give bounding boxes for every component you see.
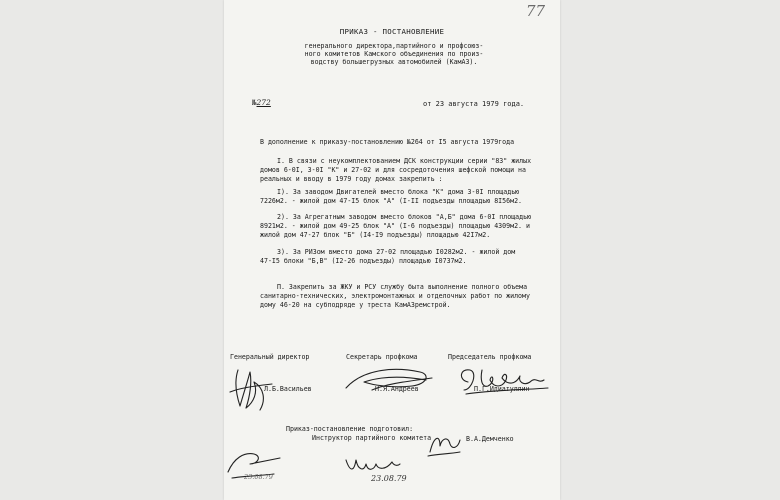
- order-number: [252, 99, 271, 107]
- number-value: 272: [256, 98, 271, 107]
- item2-line-1: 2). За Агрегатным заводом вместо блоков "А,Б" дома 6-0I площадью: [277, 213, 532, 221]
- item3-line-1: 3). За РИЗом вместо дома 27-02 площадью I0282м2. - жилой дом: [277, 248, 516, 256]
- subtitle-line-1: генерального директора,партийного и профсоюз-: [304, 42, 484, 50]
- signature-role-1: Генеральный директор: [230, 353, 310, 361]
- preparer-name: В.А.Демченко: [466, 435, 514, 443]
- prepared-label: Приказ-постановление подготовил:: [286, 425, 414, 433]
- signature-andreev: [342, 360, 438, 400]
- signature-idiatullin: [452, 360, 552, 400]
- page-number: 77: [526, 2, 546, 20]
- signature-vasiliev: [224, 362, 284, 414]
- paragraph1-line-3: реальных и вводу в 1979 году домах закрепить :: [260, 175, 443, 183]
- item3-line-2: 47-I5 блоки "Б,В" (I2-26 подъезды) площадью I0737м2.: [260, 257, 467, 265]
- intro-text: В дополнение к приказу-постановлению №264 от I5 августа 1979года: [260, 138, 515, 146]
- signature-name-1: Л.Б.Васильев: [264, 385, 312, 393]
- signature-role-2: Секретарь профкома: [346, 353, 418, 361]
- paragraph2-line-1: П. Закрепить за ЖКУ и РСУ службу быта выполнение полного объема: [277, 283, 528, 291]
- handwritten-date-left: 23.08.79: [244, 473, 273, 481]
- document-title: ПРИКАЗ - ПОСТАНОВЛЕНИЕ: [339, 27, 445, 36]
- paragraph2-line-2: санитарно-технических, электромонтажных и отделочных работ по жилому: [260, 292, 530, 300]
- subtitle-line-3: водству большегрузных автомобилей (КамАЗ).: [310, 58, 478, 66]
- item1-line-2: 7226м2. - жилой дом 47-I5 блок "А" (I-II подъезды площадью 8I56м2.: [260, 197, 523, 205]
- signature-demchenko: [424, 430, 464, 460]
- item2-line-3: жилой дом 47-27 блок "Б" (I4-I9 подъезды) площадью 42I7м2.: [260, 231, 491, 239]
- paragraph1-line-2: домов 6-0I, 3-0I "К" и 27-02 и для сосредоточения шефской помощи на: [260, 166, 526, 174]
- signature-name-3: П.Г.Идиатуллин: [474, 385, 530, 393]
- preparer-role: Инструктор партийного комитета: [312, 434, 432, 442]
- paragraph1-line-1: I. В связи с неукомплектованием ДСК конструкции серии "83" жилых: [277, 157, 532, 165]
- signature-name-2: Н.Я.Андреев: [375, 385, 419, 393]
- signature-role-3: Председатель профкома: [448, 353, 532, 361]
- handwritten-date-right: 23.08.79: [371, 474, 407, 483]
- document-page: [224, 0, 560, 500]
- item1-line-1: I). За заводом Двигателей вместо блока "К" дома 3-0I площадью: [277, 188, 520, 196]
- paragraph2-line-3: дому 46-20 на субподряде у треста КамАЗремстрой.: [260, 301, 451, 309]
- order-date: от 23 августа 1979 года.: [423, 100, 525, 108]
- number-label: №: [252, 98, 257, 107]
- item2-line-2: 8921м2. - жилой дом 49-25 блок "А" (I-6 подъезды) площадью 4309м2. и: [260, 222, 530, 230]
- subtitle-line-2: ного комитетов Камского объединения по произ-: [304, 50, 484, 58]
